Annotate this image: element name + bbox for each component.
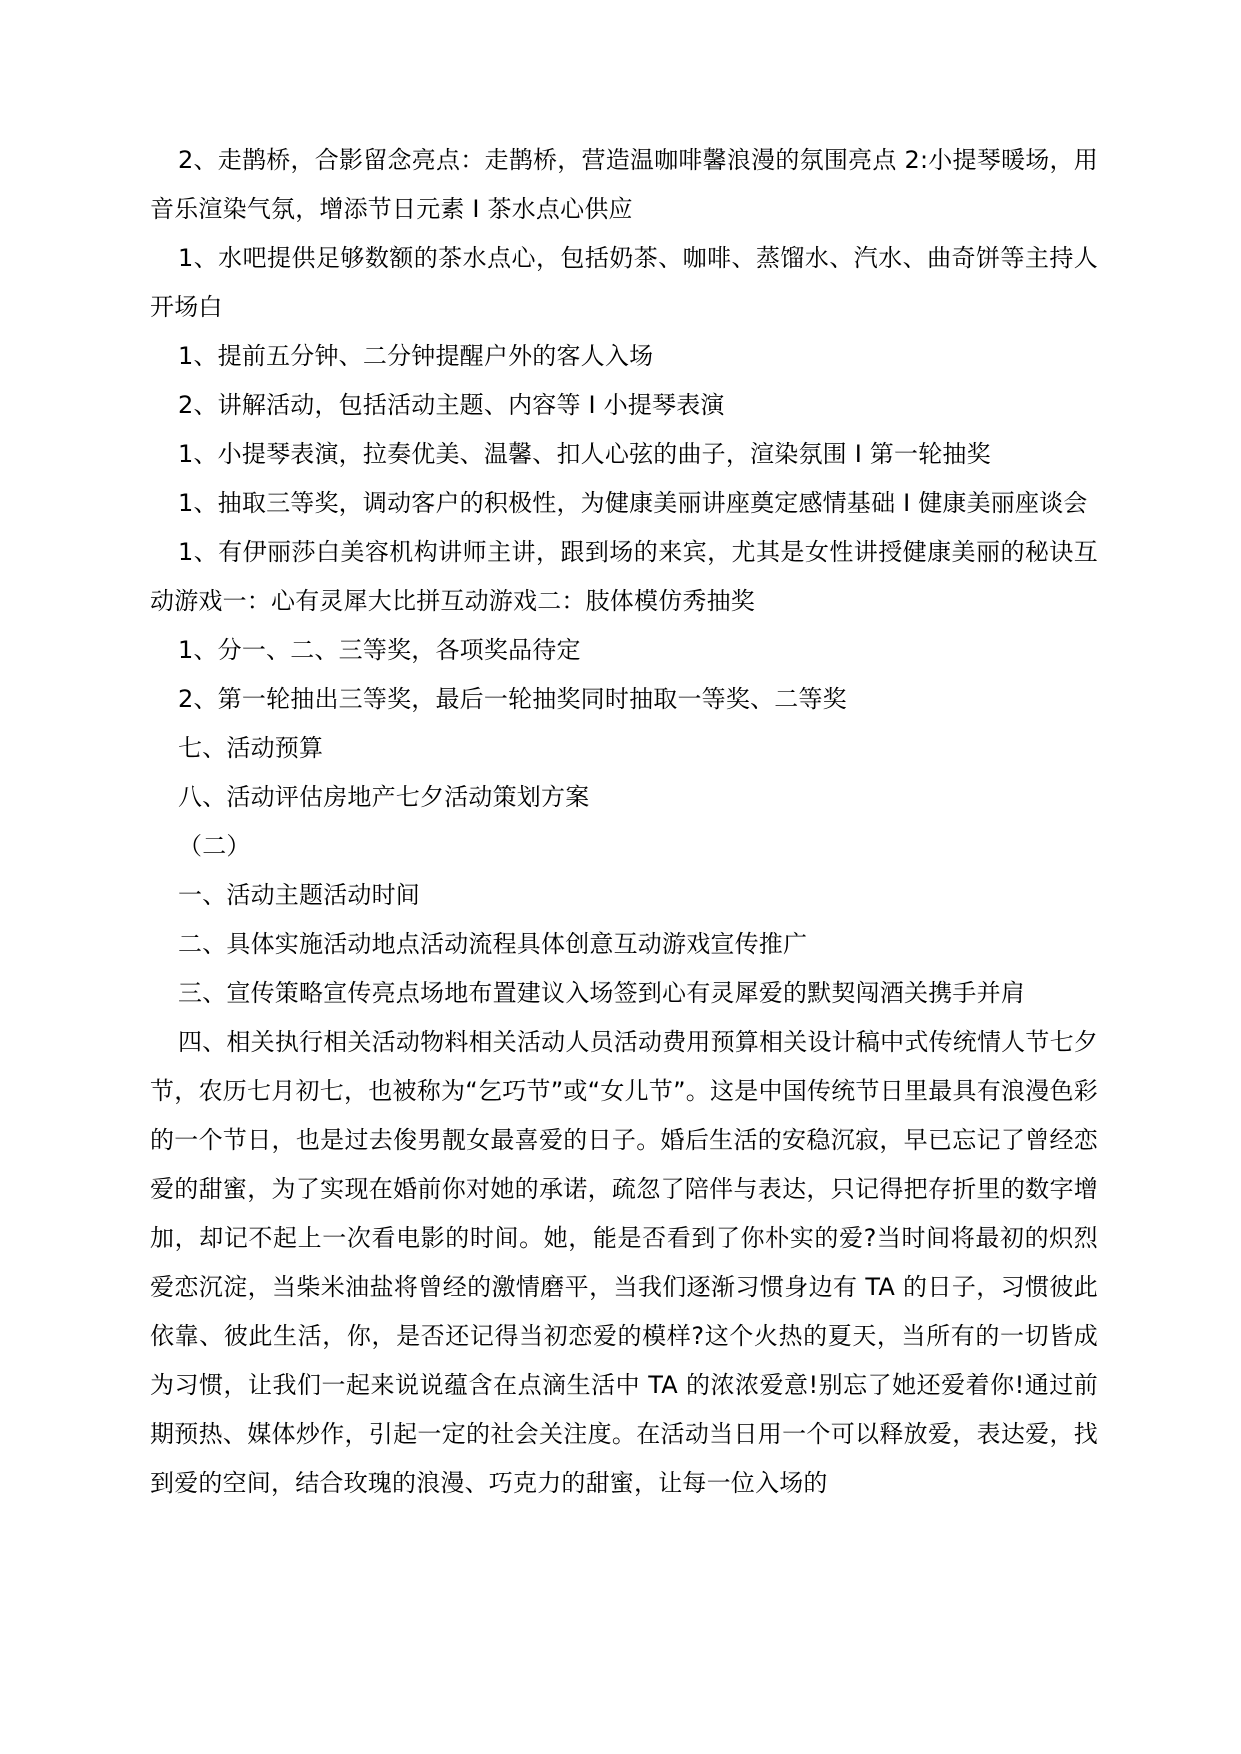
section-heading-theme: 一、活动主题活动时间	[178, 881, 420, 909]
section-heading-budget: 七、活动预算	[178, 734, 324, 762]
paragraph-3: 1、提前五分钟、二分钟提醒户外的客人入场	[178, 342, 654, 370]
paragraph-9: 2、第一轮抽出三等奖，最后一轮抽奖同时抽取一等奖、二等奖	[178, 685, 847, 713]
part-heading-two: （二）	[178, 832, 251, 860]
paragraph-body-text: 四、相关执行相关活动物料相关活动人员活动费用预算相关设计稿中式传统情人节七夕节，农历七月初七，也被称为“乞巧节”或“女儿节”。这是中国传统节日里最具有浪漫色彩的一个节日，也是过去俊男靓女最喜爱的日子。婚后生活的安稳沉寂，早已忘记了曾经恋爱的甜蜜，为了实现在婚前你对她的承诺，疏忽了陪伴与表达，只记得把存折里的数字增加，却记不起上一次看电影的时间。她，能是否看到了你朴实的爱?当时间将最初的炽烈爱恋沉淀，当柴米油盐将曾经的激情磨平，当我们逐渐习惯身边有 TA 的日子，习惯彼此依靠、彼此生活，你，是否还记得当初恋爱的模样?这个火热的夏天，当所有的一切皆成为习惯，让我们一起来说说蕴含在点滴生活中 TA 的浓浓爱意!别忘了她还爱着你!通过前期预热、媒体炒作，引起一定的社会关注度。在活动当日用一个可以释放爱，表达爱，找到爱的空间，结合玫瑰的浪漫、巧克力的甜蜜，让每一位入场的	[150, 1028, 1098, 1497]
paragraph-1: 2、走鹊桥，合影留念亮点：走鹊桥，营造温咖啡馨浪漫的氛围亮点 2:小提琴暖场，用音乐渲染气氛，增添节日元素 I 茶水点心供应	[150, 146, 1098, 223]
section-heading-implementation: 二、具体实施活动地点活动流程具体创意互动游戏宣传推广	[178, 930, 808, 958]
paragraph-4: 2、讲解活动，包括活动主题、内容等 I 小提琴表演	[178, 391, 725, 419]
paragraph-2: 1、水吧提供足够数额的茶水点心，包括奶茶、咖啡、蒸馏水、汽水、曲奇饼等主持人开场白	[150, 244, 1098, 321]
section-heading-evaluation: 八、活动评估房地产七夕活动策划方案	[178, 783, 590, 811]
paragraph-6: 1、抽取三等奖，调动客户的积极性，为健康美丽讲座奠定感情基础 I 健康美丽座谈会	[178, 489, 1088, 517]
paragraph-7: 1、有伊丽莎白美容机构讲师主讲，跟到场的来宾，尤其是女性讲授健康美丽的秘诀互动游戏一：心有灵犀大比拼互动游戏二：肢体模仿秀抽奖	[150, 538, 1098, 615]
document-page	[150, 136, 1098, 1508]
section-heading-strategy: 三、宣传策略宣传亮点场地布置建议入场签到心有灵犀爱的默契闯酒关携手并肩	[178, 979, 1025, 1007]
paragraph-8: 1、分一、二、三等奖，各项奖品待定	[178, 636, 581, 664]
paragraph-5: 1、小提琴表演，拉奏优美、温馨、扣人心弦的曲子，渲染氛围 I 第一轮抽奖	[178, 440, 991, 468]
